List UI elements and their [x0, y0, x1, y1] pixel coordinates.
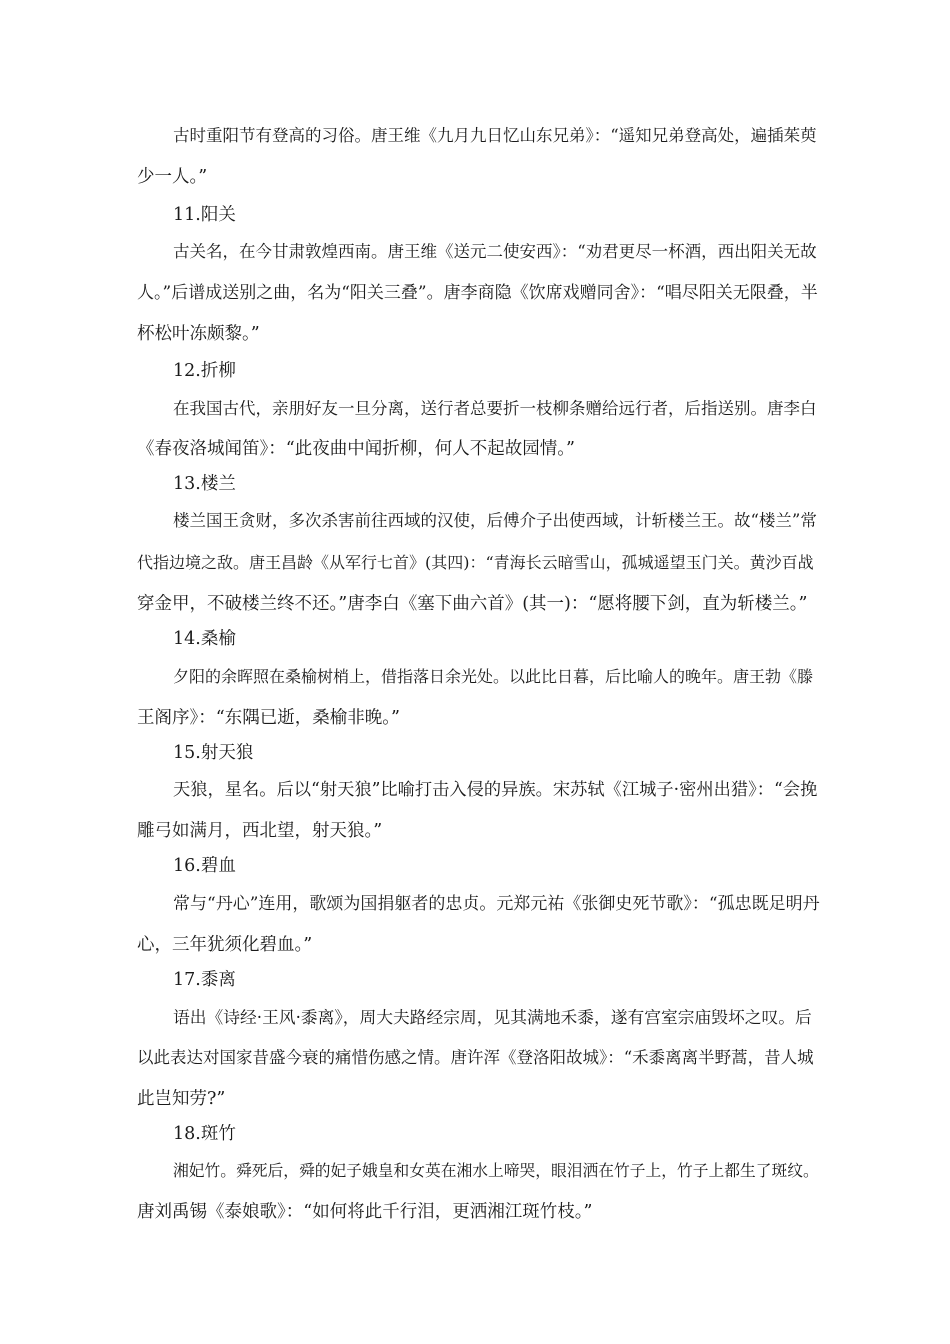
entry-18-line-1: 湘妃竹。舜死后，舜的妃子娥皇和女英在湘水上啼哭，眼泪洒在竹子上，竹子上都生了斑纹。: [173, 1161, 819, 1180]
entry-14-line-2: 王阁序》：“东隅已逝，桑榆非晚。”: [137, 708, 400, 728]
entry-13-line-2: 代指边境之敌。唐王昌龄《从军行七首》(其四)：“青海长云暗雪山，孤城遥望玉门关。黄沙百战: [137, 553, 814, 572]
entry-heading-16: 16.碧血: [173, 856, 236, 876]
entry-17-line-1: 语出《诗经·王风·黍离》，周大夫路经宗周，见其满地禾黍，遂有宫室宗庙毁坏之叹。后: [173, 1007, 812, 1027]
entry-heading-18: 18.斑竹: [173, 1124, 236, 1144]
entry-15-line-1: 天狼，星名。后以“射天狼”比喻打击入侵的异族。宋苏轼《江城子·密州出猎》：“会挽: [173, 780, 818, 800]
entry-11-line-3: 杯松叶冻颇黎。”: [137, 324, 260, 344]
intro-line-1: 古时重阳节有登高的习俗。唐王维《九月九日忆山东兄弟》：“遥知兄弟登高处，遍插茱萸: [173, 126, 817, 145]
entry-heading-15: 15.射天狼: [173, 743, 254, 763]
entry-12-line-2: 《春夜洛城闻笛》：“此夜曲中闻折柳，何人不起故园情。”: [137, 439, 575, 459]
entry-heading-13: 13.楼兰: [173, 474, 236, 494]
entry-heading-14: 14.桑榆: [173, 629, 236, 649]
intro-line-2: 少一人。”: [137, 167, 208, 187]
entry-11-line-1: 古关名，在今甘肃敦煌西南。唐王维《送元二使安西》：“劝君更尽一杯酒，西出阳关无故: [173, 242, 817, 261]
entry-13-line-3: 穿金甲，不破楼兰终不还。”唐李白《塞下曲六首》(其一)：“愿将腰下剑，直为斩楼兰。”: [137, 594, 808, 614]
entry-heading-17: 17.黍离: [173, 970, 236, 990]
entry-18-line-2: 唐刘禹锡《泰娘歌》：“如何将此千行泪，更洒湘江斑竹枝。”: [137, 1202, 593, 1222]
entry-14-line-1: 夕阳的余晖照在桑榆树梢上，借指落日余光处。以此比日暮，后比喻人的晚年。唐王勃《滕: [173, 667, 814, 686]
entry-17-line-2: 以此表达对国家昔盛今衰的痛惜伤感之情。唐许浑《登洛阳故城》：“禾黍离离半野蒿，昔人城: [137, 1048, 814, 1067]
entry-17-line-3: 此岂知劳?”: [137, 1089, 226, 1109]
entry-12-line-1: 在我国古代，亲朋好友一旦分离，送行者总要折一枝柳条赠给远行者，后指送别。唐李白: [173, 399, 817, 418]
entry-heading-12: 12.折柳: [173, 361, 236, 381]
entry-11-line-2: 人。”后谱成送别之曲，名为“阳关三叠”。唐李商隐《饮席戏赠同舍》：“唱尽阳关无限叠，半: [137, 283, 818, 303]
entry-16-line-2: 心，三年犹须化碧血。”: [137, 935, 313, 955]
entry-16-line-1: 常与“丹心”连用，歌颂为国捐躯者的忠贞。元郑元祐《张御史死节歌》：“孤忠既足明丹: [173, 894, 820, 914]
entry-15-line-2: 雕弓如满月，西北望，射天狼。”: [137, 821, 383, 841]
entry-heading-11: 11.阳关: [173, 205, 236, 225]
entry-13-line-1: 楼兰国王贪财，多次杀害前往西域的汉使，后傅介子出使西域，计斩楼兰王。故“楼兰”常: [173, 511, 817, 530]
